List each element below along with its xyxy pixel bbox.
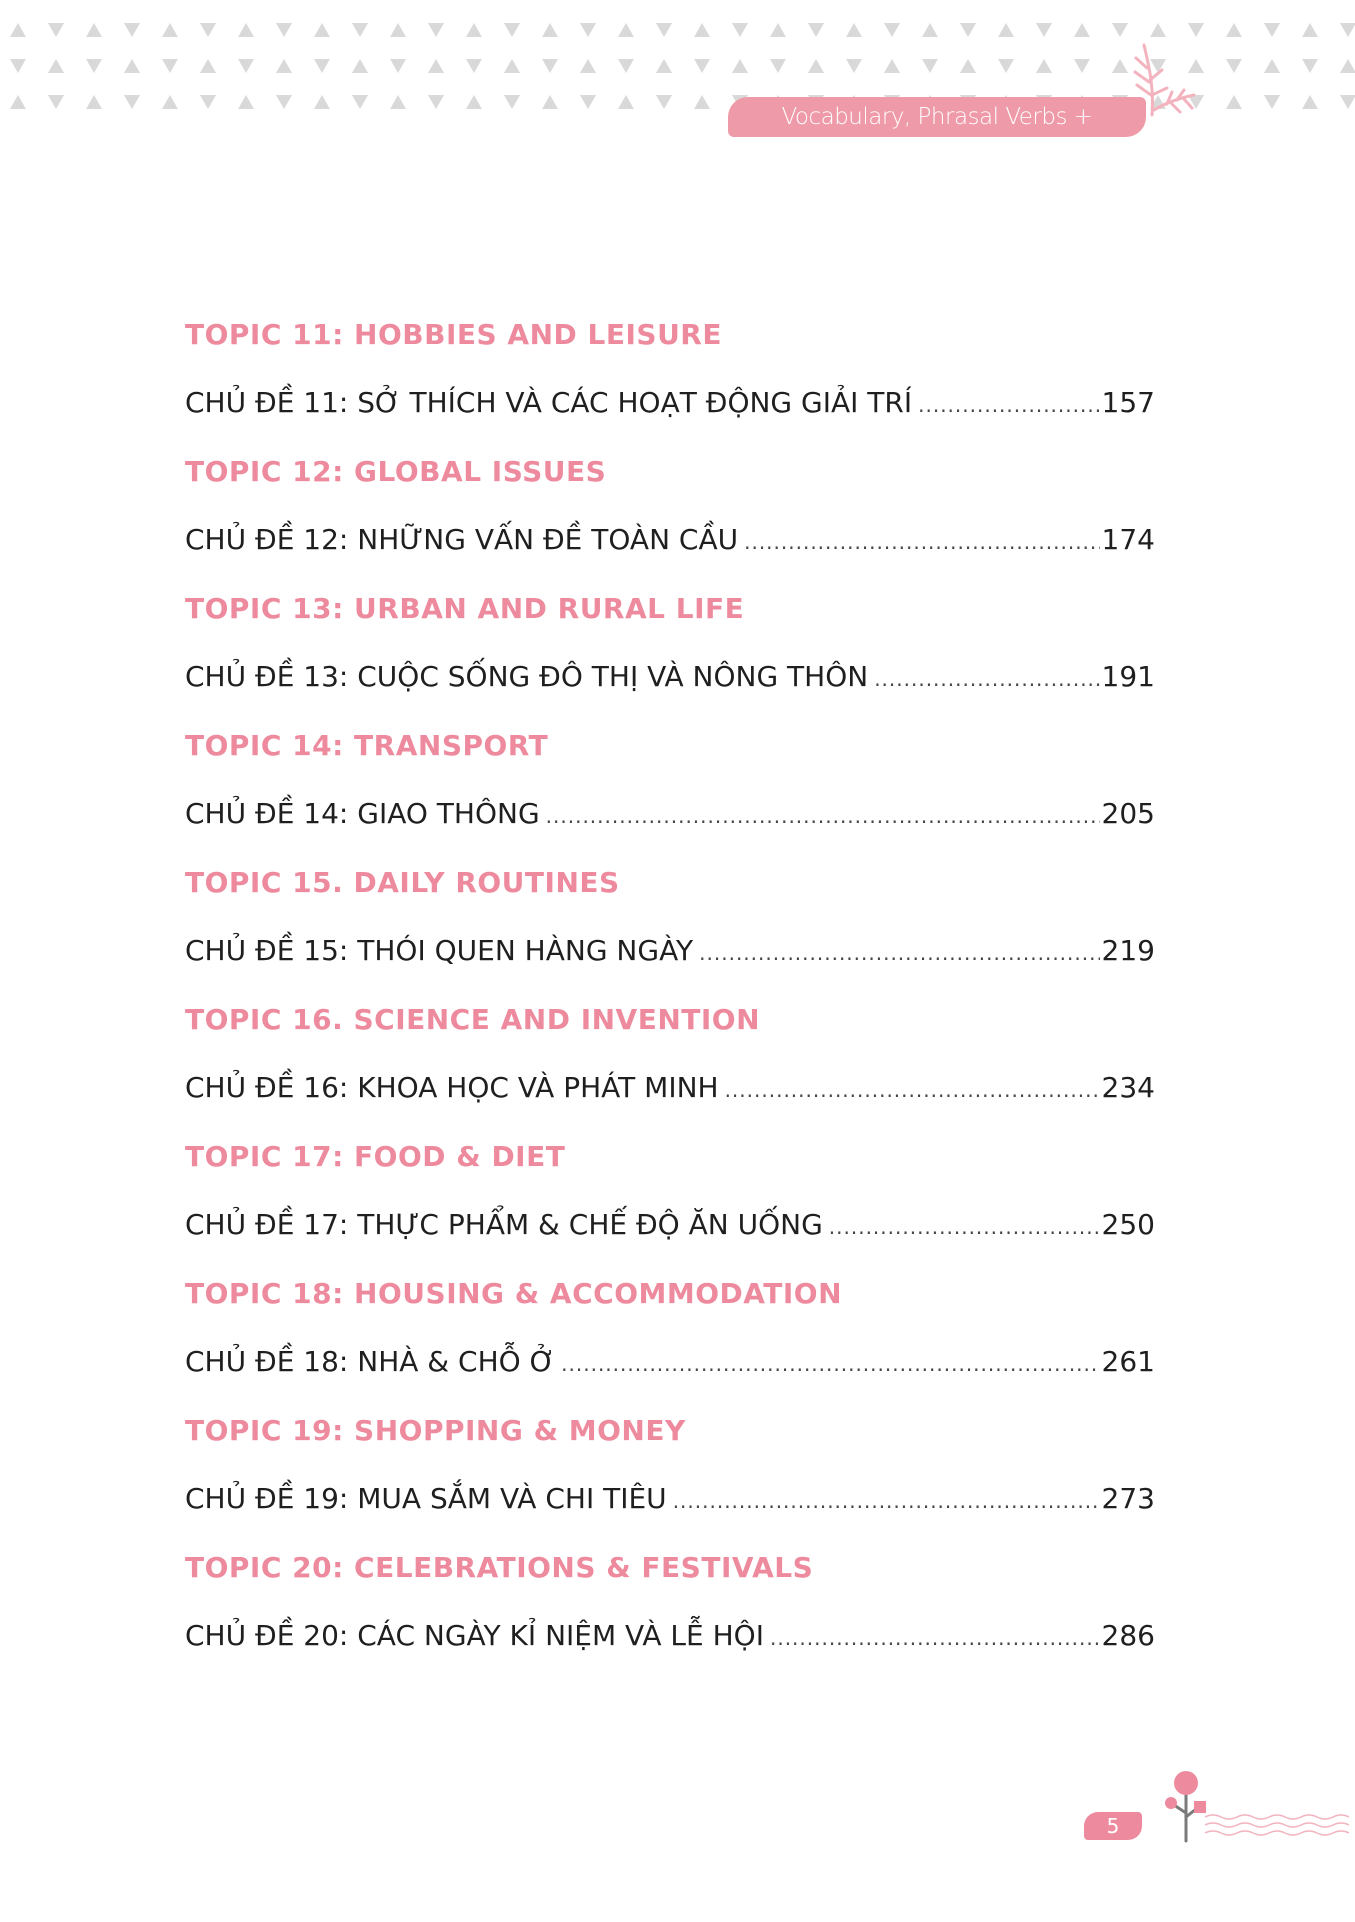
pattern-triangle	[314, 59, 330, 73]
chapter-label: CHỦ ĐỀ 14: GIAO THÔNG	[185, 797, 540, 830]
topic-title: TOPIC 17: FOOD & DIET	[185, 1140, 566, 1173]
pattern-triangle	[1074, 59, 1090, 73]
toc-entry	[185, 455, 1165, 592]
pattern-triangle	[618, 23, 634, 37]
pattern-triangle	[732, 23, 748, 37]
pattern-triangle	[238, 23, 254, 37]
pattern-triangle	[732, 59, 748, 73]
pattern-triangle	[1074, 23, 1090, 37]
toc-entry	[185, 592, 1165, 729]
pattern-triangle	[960, 59, 976, 73]
pattern-triangle	[238, 95, 254, 109]
toc-entry	[185, 1140, 1165, 1277]
pattern-triangle	[770, 59, 786, 73]
pattern-triangle	[504, 59, 520, 73]
tree-decoration-icon	[1160, 1765, 1355, 1865]
pattern-triangle	[466, 23, 482, 37]
pattern-triangle	[86, 23, 102, 37]
pattern-triangle	[86, 59, 102, 73]
topic-title: TOPIC 20: CELEBRATIONS & FESTIVALS	[185, 1551, 814, 1584]
chapter-line[interactable]	[185, 523, 1155, 556]
chapter-line[interactable]	[185, 1345, 1155, 1378]
page-number-badge: 5	[1084, 1812, 1142, 1840]
dot-leader	[546, 804, 1100, 828]
chapter-line[interactable]	[185, 1208, 1155, 1241]
dot-leader	[874, 667, 1099, 691]
pattern-triangle	[656, 23, 672, 37]
page-number: 234	[1101, 1071, 1155, 1104]
page-number: 273	[1101, 1482, 1155, 1515]
chapter-label: CHỦ ĐỀ 18: NHÀ & CHỖ Ở	[185, 1345, 556, 1378]
toc-entry	[185, 1414, 1165, 1551]
pattern-triangle	[1264, 59, 1280, 73]
pattern-triangle	[694, 95, 710, 109]
topic-title: TOPIC 11: HOBBIES AND LEISURE	[185, 318, 722, 351]
pattern-triangle	[694, 59, 710, 73]
pattern-triangle	[656, 59, 672, 73]
chapter-line[interactable]	[185, 934, 1155, 967]
pattern-triangle	[10, 59, 26, 73]
pattern-triangle	[998, 59, 1014, 73]
dot-leader	[918, 393, 1099, 417]
chapter-label: CHỦ ĐỀ 12: NHỮNG VẤN ĐỀ TOÀN CẦU	[185, 523, 739, 556]
pattern-triangle	[542, 23, 558, 37]
pattern-triangle	[162, 95, 178, 109]
dot-leader	[699, 941, 1099, 965]
page-number: 250	[1101, 1208, 1155, 1241]
pattern-triangle	[1036, 23, 1052, 37]
pattern-triangle	[466, 59, 482, 73]
pattern-triangle	[428, 59, 444, 73]
pattern-triangle	[124, 23, 140, 37]
pattern-triangle	[1226, 23, 1242, 37]
toc-entry	[185, 866, 1165, 1003]
pattern-triangle	[960, 23, 976, 37]
pattern-triangle	[1188, 23, 1204, 37]
pattern-triangle	[1302, 23, 1318, 37]
chapter-label: CHỦ ĐỀ 13: CUỘC SỐNG ĐÔ THỊ VÀ NÔNG THÔN	[185, 660, 869, 693]
pattern-triangle	[1112, 23, 1128, 37]
pattern-triangle	[542, 95, 558, 109]
pattern-triangle	[694, 23, 710, 37]
toc-entry	[185, 729, 1165, 866]
pattern-triangle	[238, 59, 254, 73]
page-number: 205	[1101, 797, 1155, 830]
header-banner: Vocabulary, Phrasal Verbs + Collocations	[728, 97, 1146, 137]
pattern-triangle	[884, 23, 900, 37]
chapter-line[interactable]	[185, 1482, 1155, 1515]
pattern-triangle	[1264, 23, 1280, 37]
pattern-triangle	[390, 95, 406, 109]
pattern-triangle	[618, 95, 634, 109]
pattern-triangle	[314, 95, 330, 109]
pattern-triangle	[1226, 59, 1242, 73]
pattern-triangle	[1340, 59, 1355, 73]
pattern-triangle	[808, 23, 824, 37]
toc-entry	[185, 318, 1165, 455]
dot-leader	[744, 530, 1099, 554]
pattern-triangle	[580, 23, 596, 37]
chapter-label: CHỦ ĐỀ 15: THÓI QUEN HÀNG NGÀY	[185, 934, 694, 967]
topic-title: TOPIC 16. SCIENCE AND INVENTION	[185, 1003, 761, 1036]
pattern-triangle	[656, 95, 672, 109]
chapter-label: CHỦ ĐỀ 16: KHOA HỌC VÀ PHÁT MINH	[185, 1071, 719, 1104]
pattern-triangle	[1226, 95, 1242, 109]
toc-entry	[185, 1003, 1165, 1140]
pattern-triangle	[808, 59, 824, 73]
page-number: 286	[1101, 1619, 1155, 1652]
topic-title: TOPIC 14: TRANSPORT	[185, 729, 549, 762]
pattern-triangle	[276, 59, 292, 73]
pattern-triangle	[10, 95, 26, 109]
toc-entry	[185, 1551, 1165, 1688]
pattern-triangle	[352, 23, 368, 37]
pattern-triangle	[352, 95, 368, 109]
page-number: 174	[1101, 523, 1155, 556]
pattern-triangle	[162, 59, 178, 73]
pattern-triangle	[1264, 95, 1280, 109]
topic-title: TOPIC 19: SHOPPING & MONEY	[185, 1414, 686, 1447]
pattern-triangle	[884, 59, 900, 73]
pattern-triangle	[504, 23, 520, 37]
pattern-triangle	[48, 59, 64, 73]
topic-title: TOPIC 18: HOUSING & ACCOMMODATION	[185, 1277, 843, 1310]
pattern-triangle	[1150, 23, 1166, 37]
pattern-triangle	[428, 95, 444, 109]
pattern-triangle	[276, 95, 292, 109]
pattern-triangle	[10, 23, 26, 37]
pattern-triangle	[542, 59, 558, 73]
pattern-triangle	[922, 23, 938, 37]
pattern-triangle	[504, 95, 520, 109]
pattern-triangle	[846, 23, 862, 37]
dot-leader	[829, 1215, 1100, 1239]
chapter-label: CHỦ ĐỀ 11: SỞ THÍCH VÀ CÁC HOẠT ĐỘNG GIẢI TRÍ	[185, 386, 913, 419]
pattern-triangle	[162, 23, 178, 37]
dot-leader	[770, 1626, 1100, 1650]
page-number: 191	[1101, 660, 1155, 693]
chapter-line[interactable]	[185, 660, 1155, 693]
topic-title: TOPIC 12: GLOBAL ISSUES	[185, 455, 607, 488]
pattern-triangle	[770, 23, 786, 37]
page-number: 157	[1101, 386, 1155, 419]
chapter-line[interactable]	[185, 386, 1155, 419]
pattern-triangle	[466, 95, 482, 109]
pattern-triangle	[846, 59, 862, 73]
pattern-triangle	[48, 23, 64, 37]
table-of-contents	[185, 318, 1165, 1688]
dot-leader	[561, 1352, 1099, 1376]
pattern-triangle	[1302, 59, 1318, 73]
pattern-triangle	[922, 59, 938, 73]
pattern-triangle	[1340, 95, 1355, 109]
chapter-line[interactable]	[185, 797, 1155, 830]
pattern-triangle	[200, 95, 216, 109]
pattern-triangle	[390, 23, 406, 37]
pattern-triangle	[124, 95, 140, 109]
topic-title: TOPIC 15. DAILY ROUTINES	[185, 866, 620, 899]
dot-leader	[673, 1489, 1100, 1513]
pattern-triangle	[580, 95, 596, 109]
page-number: 219	[1101, 934, 1155, 967]
pattern-triangle	[1340, 23, 1355, 37]
pattern-triangle	[200, 23, 216, 37]
chapter-line[interactable]	[185, 1619, 1155, 1652]
pattern-triangle	[998, 23, 1014, 37]
dot-leader	[725, 1078, 1100, 1102]
pattern-triangle	[276, 23, 292, 37]
pattern-triangle	[200, 59, 216, 73]
toc-entry	[185, 1277, 1165, 1414]
page-number: 261	[1101, 1345, 1155, 1378]
pattern-triangle	[390, 59, 406, 73]
pattern-triangle	[124, 59, 140, 73]
pattern-triangle	[428, 23, 444, 37]
pattern-triangle	[86, 95, 102, 109]
chapter-line[interactable]	[185, 1071, 1155, 1104]
pattern-triangle	[1302, 95, 1318, 109]
pattern-triangle	[314, 23, 330, 37]
pattern-triangle	[1112, 59, 1128, 73]
pattern-triangle	[48, 95, 64, 109]
topic-title: TOPIC 13: URBAN AND RURAL LIFE	[185, 592, 745, 625]
pattern-triangle	[580, 59, 596, 73]
chapter-label: CHỦ ĐỀ 20: CÁC NGÀY KỈ NIỆM VÀ LỄ HỘI	[185, 1619, 764, 1652]
chapter-label: CHỦ ĐỀ 17: THỰC PHẨM & CHẾ ĐỘ ĂN UỐNG	[185, 1208, 823, 1241]
pattern-triangle	[1036, 59, 1052, 73]
pattern-triangle	[352, 59, 368, 73]
pattern-triangle	[618, 59, 634, 73]
chapter-label: CHỦ ĐỀ 19: MUA SẮM VÀ CHI TIÊU	[185, 1482, 667, 1515]
